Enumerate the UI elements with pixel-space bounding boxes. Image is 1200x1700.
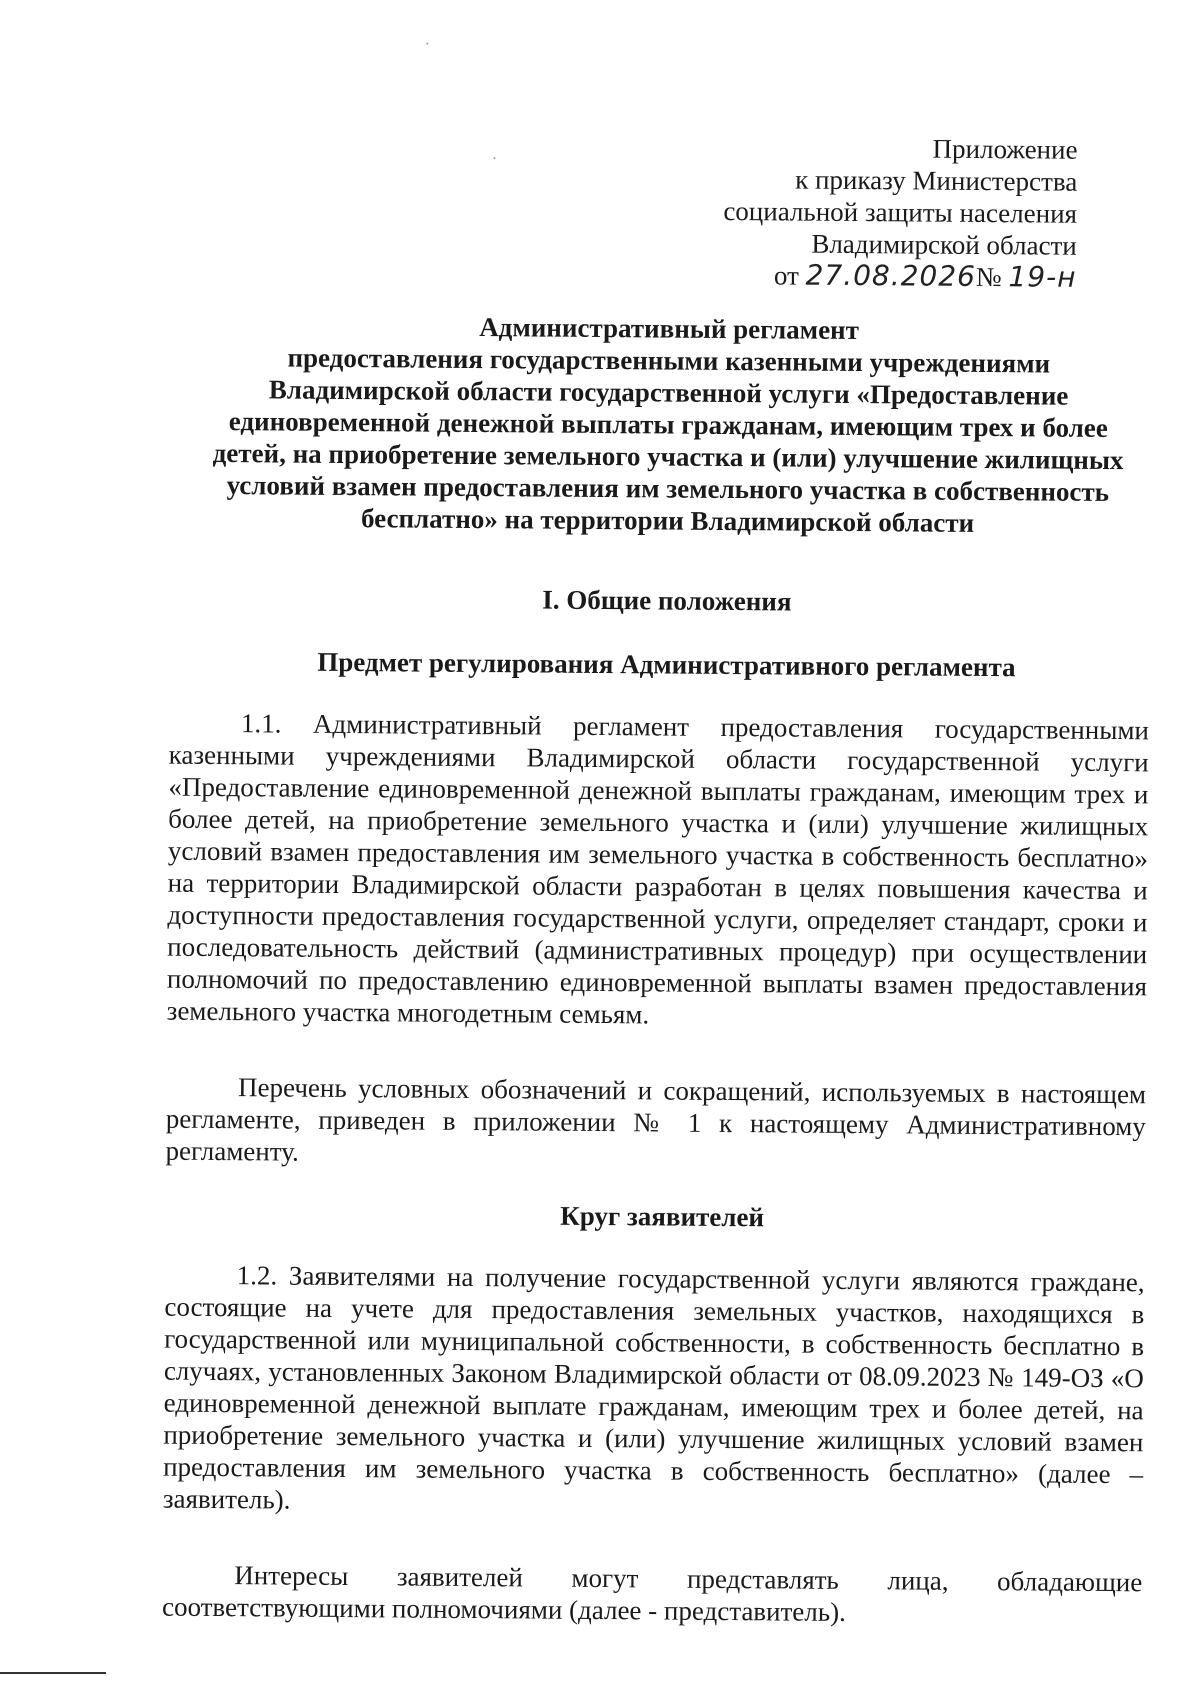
title-line: Владимирской области государственной услуги «Предоставление [268,374,1069,411]
appendix-line: Владимирской области [811,228,1077,261]
title-line: бесплатно» на территории Владимирской области [360,503,975,538]
number-prefix: № [975,261,1002,293]
scan-edge-line [0,1672,106,1674]
scan-artifact [426,43,428,45]
paragraph-1-1: 1.1. Административный регламент предоставления государственными казенными учреждениями Владимирской области государственной услуги «Предоставление единовременной денежной выплаты гражданам, имеющим трех и более детей, на приобретение земельного участка и (или) улучшение жилищных условий взамен предоставления им земельного участка в собственность бесплатно» на территории Владимирской области разработан в целях повышения качества и доступности предоставления государственной услуги, определяет стандарт, сроки и последовательность действий (административных процедур) при осуществлении полномочий по предоставлению единовременной выплаты взамен предоставления земельного участка многодетным семьям. [166,708,1150,1030]
appendix-header [723,131,1078,294]
paragraph-list-abbreviations: Перечень условных обозначений и сокращений, используемых в настоящем регламенте, приведен в приложении № 1 к настоящему Административному регламенту. [165,1072,1147,1167]
appendix-line: социальной защиты населения [723,195,1078,229]
handwritten-number: 19-н [1008,260,1077,294]
subheading-subject: Предмет регулирования Административного регламента [317,646,1016,683]
appendix-line: Приложение [932,133,1078,165]
title-line: условий взамен предоставления им земельного участка в собственность [226,470,1110,507]
paragraph-representatives: Интересы заявителей могут представлять лица, обладающие соответствующими полномочиями (далее - представитель). [161,1560,1143,1627]
subheading-applicants: Круг заявителей [560,1200,765,1233]
paragraph-1-2: 1.2. Заявителями на получение государственной услуги являются граждане, состоящие на учете для предоставления земельных участков, находящихся в государственной или муниципальной собственности, в собственность бесплатно в случаях, установленных Законом Владимирской области от 08.09.2023 № 149-ОЗ «О единовременной денежной выплате гражданам, имеющим трех и более детей, на приобретение земельного участка и (или) улучшение жилищных условий взамен предоставления им земельного участка в собственность бесплатно» (далее – заявитель). [162,1260,1145,1515]
date-prefix: от [773,260,799,291]
title-line: детей, на приобретение земельного участка и (или) улучшение жилищных [212,437,1124,476]
scan-artifact [493,157,495,159]
document-title [172,309,1164,541]
section-heading-general: I. Общие положения [542,584,792,617]
handwritten-date: 27.08.2026 [805,258,977,293]
title-line: единовременной денежной выплаты гражданам, имеющим трех и более [228,406,1108,443]
title-line: Административный регламент [479,312,860,346]
appendix-date-line [723,259,1077,294]
title-line: предоставления государственными казенными учреждениями [287,342,1051,379]
appendix-line: к приказу Министерства [795,164,1078,197]
